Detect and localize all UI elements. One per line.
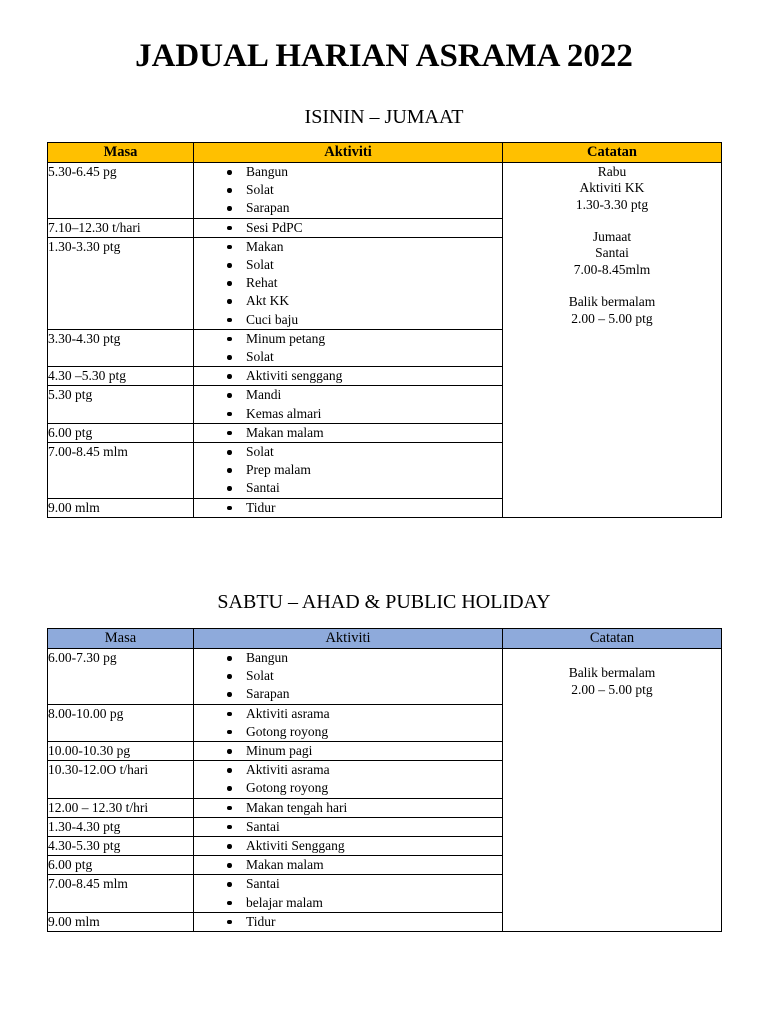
time-cell: 5.30 ptg [48,386,194,423]
activity-cell [194,912,503,931]
activity-item: Tidur [194,499,502,517]
header-catatan: Catatan [503,143,722,163]
activity-item: Santai [194,479,502,497]
notes-line: 2.00 – 5.00 ptg [571,310,653,326]
table-row [48,163,722,219]
page-title: JADUAL HARIAN ASRAMA 2022 [135,38,633,74]
activity-item: belajar malam [194,894,502,912]
notes-line: 2.00 – 5.00 ptg [571,681,653,697]
activity-cell [194,423,503,442]
activity-item: Minum petang [194,330,502,348]
time-cell: 6.00 ptg [48,423,194,442]
activity-list [194,424,502,442]
activity-cell [194,498,503,517]
header-catatan: Catatan [503,629,722,649]
notes-line [503,278,721,294]
time-cell: 1.30-4.30 ptg [48,817,194,836]
notes-line: Jumaat [592,229,632,245]
activity-item: Makan tengah hari [194,799,502,817]
activity-item: Sarapan [194,199,502,217]
header-aktiviti: Aktiviti [194,143,503,163]
activity-item: Bangun [194,163,502,181]
activity-item: Solat [194,443,502,461]
activity-list [194,649,502,704]
activity-list [194,875,502,911]
activity-list [194,913,502,931]
activity-cell [194,817,503,836]
activity-item: Aktiviti asrama [194,705,502,723]
activity-list [194,705,502,741]
notes-line: 7.00-8.45mlm [573,261,651,277]
table-header-row [48,629,722,649]
time-cell: 6.00 ptg [48,856,194,875]
weekday-schedule-table [47,142,722,518]
notes-line: Balik bermalam [568,294,656,310]
activity-item: Sarapan [194,685,502,703]
activity-cell [194,798,503,817]
activity-item: Solat [194,348,502,366]
activity-list [194,499,502,517]
activity-list [194,219,502,237]
activity-cell [194,218,503,237]
activity-item: Sesi PdPC [194,219,502,237]
time-cell: 3.30-4.30 ptg [48,329,194,366]
activity-item: Akt KK [194,292,502,310]
activity-item: Makan malam [194,856,502,874]
activity-item: Tidur [194,913,502,931]
notes-line: Santai [595,245,629,261]
notes-cell [503,163,722,518]
activity-cell [194,386,503,423]
time-cell: 8.00-10.00 pg [48,704,194,741]
section-heading-weekday: ISININ – JUMAAT [304,106,464,128]
time-cell: 4.30 –5.30 ptg [48,367,194,386]
time-cell: 10.30-12.0O t/hari [48,761,194,798]
activity-item: Solat [194,667,502,685]
activity-item: Makan [194,238,502,256]
weekday-schedule-body [48,163,722,518]
time-cell: 7.00-8.45 mlm [48,443,194,499]
activity-list [194,742,502,760]
header-aktiviti: Aktiviti [194,629,503,649]
activity-item: Solat [194,181,502,199]
time-cell: 9.00 mlm [48,912,194,931]
activity-list [194,386,502,422]
notes-cell [503,649,722,932]
activity-list [194,799,502,817]
section-heading-weekend: SABTU – AHAD & PUBLIC HOLIDAY [217,591,551,613]
activity-list [194,330,502,366]
activity-cell [194,367,503,386]
activity-list [194,367,502,385]
time-cell: 9.00 mlm [48,498,194,517]
activity-item: Bangun [194,649,502,667]
activity-cell [194,875,503,912]
weekend-schedule-table [47,628,722,932]
activity-item: Gotong royong [194,723,502,741]
time-cell: 12.00 – 12.30 t/hri [48,798,194,817]
activity-item: Kemas almari [194,405,502,423]
activity-item: Cuci baju [194,311,502,329]
activity-list [194,443,502,498]
notes-line: Aktiviti KK [579,180,645,196]
activity-list [194,163,502,218]
activity-list [194,837,502,855]
activity-item: Santai [194,818,502,836]
time-cell: 4.30-5.30 ptg [48,837,194,856]
notes-line [503,213,721,229]
time-cell: 7.00-8.45 mlm [48,875,194,912]
notes-line: 1.30-3.30 ptg [575,196,649,212]
activity-cell [194,742,503,761]
activity-cell [194,704,503,741]
activity-cell [194,443,503,499]
activity-item: Prep malam [194,461,502,479]
weekend-schedule-body [48,649,722,932]
activity-cell [194,329,503,366]
notes-line [503,649,721,665]
activity-cell [194,237,503,329]
notes-line: Rabu [597,164,627,179]
table-row [48,649,722,705]
activity-item: Santai [194,875,502,893]
time-cell: 6.00-7.30 pg [48,649,194,705]
activity-cell [194,761,503,798]
activity-item: Aktiviti asrama [194,761,502,779]
activity-list [194,856,502,874]
header-masa: Masa [48,629,194,649]
time-cell: 1.30-3.30 ptg [48,237,194,329]
time-cell: 5.30-6.45 pg [48,163,194,219]
activity-cell [194,649,503,705]
table-header-row [48,143,722,163]
activity-item: Solat [194,256,502,274]
activity-cell [194,856,503,875]
notes-line: Balik bermalam [568,665,656,681]
header-masa: Masa [48,143,194,163]
activity-cell [194,837,503,856]
time-cell: 7.10–12.30 t/hari [48,218,194,237]
activity-item: Aktiviti senggang [194,367,502,385]
time-cell: 10.00-10.30 pg [48,742,194,761]
activity-item: Aktiviti Senggang [194,837,502,855]
activity-item: Rehat [194,274,502,292]
activity-item: Minum pagi [194,742,502,760]
activity-item: Mandi [194,386,502,404]
activity-list [194,761,502,797]
activity-list [194,238,502,329]
activity-item: Makan malam [194,424,502,442]
activity-item: Gotong royong [194,779,502,797]
activity-list [194,818,502,836]
activity-cell [194,163,503,219]
